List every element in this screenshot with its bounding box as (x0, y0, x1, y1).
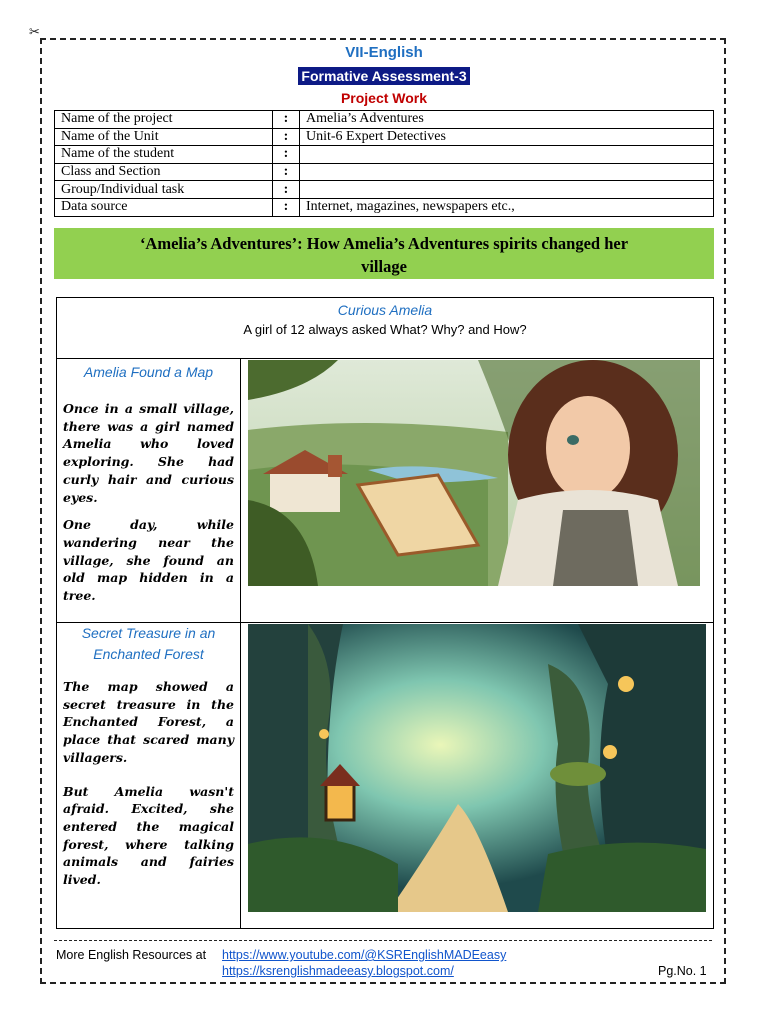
info-separator: : (273, 146, 300, 164)
info-label: Name of the Unit (55, 128, 273, 146)
section-title: Amelia Found a Map (83, 364, 214, 380)
info-separator: : (273, 111, 300, 129)
table-row (55, 111, 714, 129)
table-row (55, 198, 714, 216)
section-title-line: Secret Treasure in an (81, 625, 216, 641)
story-title-banner (54, 228, 714, 279)
info-label: Data source (55, 198, 273, 216)
intro-subtitle: A girl of 12 always asked What? Why? and How? (243, 322, 527, 337)
story-intro-row (57, 298, 713, 359)
section-text-column (57, 623, 241, 928)
section-body (57, 400, 240, 605)
enchanted-forest-illustration (248, 624, 706, 912)
blog-link[interactable]: https://ksrenglishmadeeasy.blogspot.com/ (222, 964, 454, 978)
table-row (55, 181, 714, 199)
story-table (56, 297, 714, 929)
info-separator: : (273, 198, 300, 216)
section-text-column (57, 358, 241, 622)
youtube-link[interactable]: https://www.youtube.com/@KSREnglishMADEeasy (222, 948, 507, 962)
assessment-heading-wrap (0, 67, 768, 86)
table-row (55, 128, 714, 146)
section-body (57, 678, 240, 889)
table-row (55, 163, 714, 181)
info-label: Class and Section (55, 163, 273, 181)
info-separator: : (273, 181, 300, 199)
footer-divider (54, 940, 712, 941)
info-value-task-type[interactable] (300, 181, 714, 199)
story-section-forest (57, 623, 713, 928)
section-title (57, 623, 240, 665)
info-label: Name of the student (55, 146, 273, 164)
info-label: Group/Individual task (55, 181, 273, 199)
intro-title: Curious Amelia (337, 302, 433, 318)
info-value: Amelia’s Adventures (300, 111, 714, 129)
banner-line-2: village (361, 257, 407, 276)
assessment-heading: Formative Assessment-3 (298, 67, 469, 85)
info-value: Internet, magazines, newspapers etc., (300, 198, 714, 216)
grade-heading: VII-English (345, 44, 423, 61)
girl-with-map-illustration (248, 360, 700, 586)
section-paragraph: The map showed a secret treasure in the Enchanted Forest, a place that scared many villagers. (63, 679, 234, 765)
page-number: Pg.No. 1 (658, 964, 707, 978)
info-value-class-section[interactable] (300, 163, 714, 181)
project-work-heading: Project Work (340, 90, 428, 106)
section-title-line: Enchanted Forest (93, 646, 204, 662)
info-label: Name of the project (55, 111, 273, 129)
info-value-student-name[interactable] (300, 146, 714, 164)
banner-line-1: ‘Amelia’s Adventures’: How Amelia’s Adventures spirits changed her (139, 234, 629, 253)
footer-label: More English Resources at (56, 948, 207, 962)
info-separator: : (273, 128, 300, 146)
info-value: Unit-6 Expert Detectives (300, 128, 714, 146)
section-paragraph: Once in a small village, there was a girl named Amelia who loved exploring. She had curly hair and curious eyes. (63, 401, 234, 505)
table-row (55, 146, 714, 164)
scissors-icon: ✂ (29, 24, 40, 39)
project-info-table (54, 110, 714, 217)
story-section-map (57, 358, 713, 623)
section-paragraph: One day, while wandering near the village, she found an old map hidden in a tree. (63, 517, 234, 604)
info-separator: : (273, 163, 300, 181)
section-paragraph: But Amelia wasn't afraid. Excited, she entered the magical forest, where talking animals and fairies lived. (63, 783, 234, 888)
